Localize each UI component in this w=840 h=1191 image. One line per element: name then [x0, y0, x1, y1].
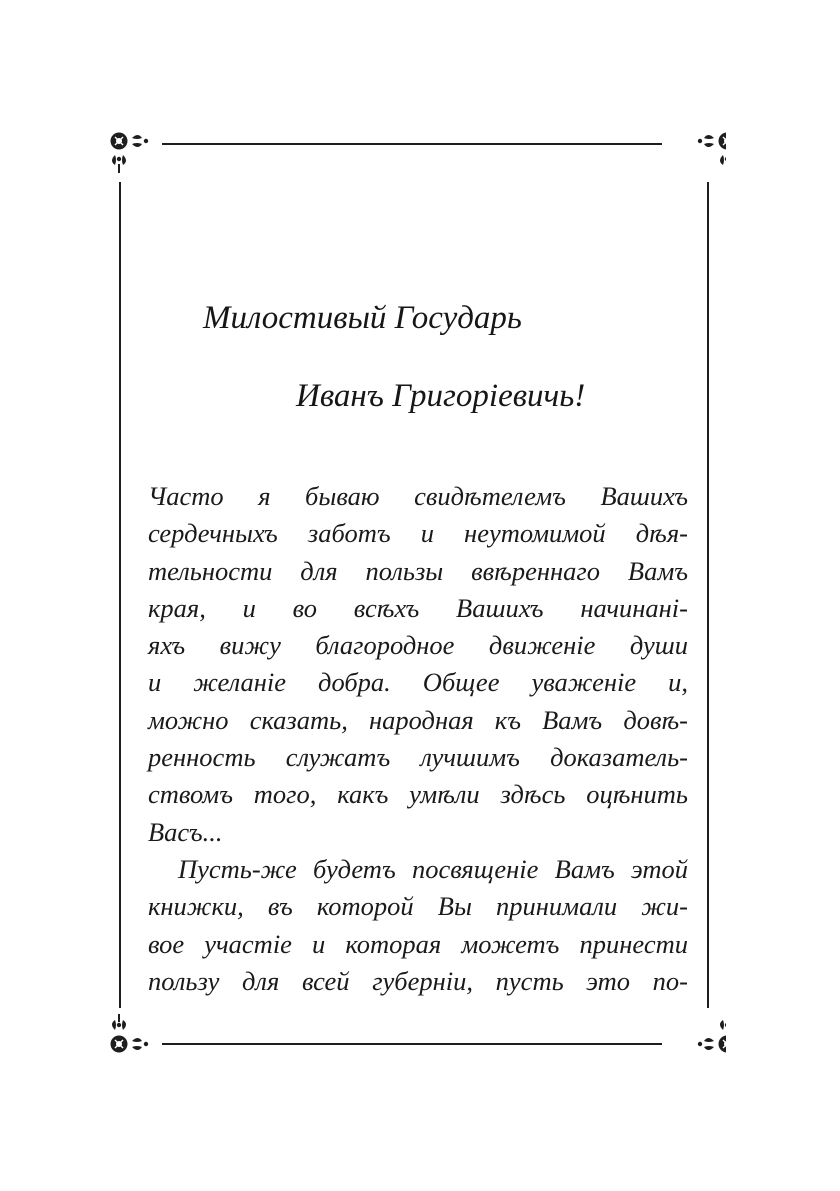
- salutation-title: Милостивый Государь: [203, 300, 522, 336]
- salutation-name: Иванъ Григоріевичь!: [296, 378, 586, 414]
- text-line: пользу для всей губерніи, пусть это по-: [148, 965, 688, 996]
- text-line: и желаніе добра. Общее уваженіе и,: [148, 667, 688, 698]
- text-line: сердечныхъ заботъ и неутомимой дѣя-: [148, 518, 688, 549]
- text-line: ствомъ того, какъ умѣли здѣсь оцѣнить: [148, 779, 688, 810]
- text-line: яхъ вижу благородное движеніе души: [148, 630, 688, 661]
- corner-ornament-top-left: [106, 128, 176, 188]
- text-line: книжки, въ которой Вы принимали жи-: [148, 891, 688, 922]
- text-line: края, и во всѣхъ Вашихъ начинані-: [148, 592, 688, 623]
- fleuron-icon: [656, 1010, 726, 1070]
- text-line: можно сказать, народная къ Вамъ довѣ-: [148, 704, 688, 735]
- fleuron-icon: [656, 128, 726, 188]
- text-line: Васъ...: [148, 816, 223, 847]
- dedication-text: [148, 478, 688, 1000]
- corner-ornament-bottom-right: [656, 1010, 726, 1070]
- corner-ornament-bottom-left: [106, 1010, 176, 1070]
- text-line: тельности для пользы ввѣреннаго Вамъ: [148, 555, 688, 586]
- frame-left-rule: [119, 182, 121, 1008]
- frame-right-rule: [707, 182, 709, 1008]
- text-line: Пусть-же будетъ посвященіе Вамъ этой: [178, 853, 688, 884]
- frame-bottom-rule: [162, 1043, 662, 1045]
- fleuron-icon: [106, 128, 176, 188]
- text-line: Часто я бываю свидѣтелемъ Вашихъ: [148, 481, 688, 511]
- frame-top-rule: [162, 143, 662, 145]
- corner-ornament-top-right: [656, 128, 726, 188]
- fleuron-icon: [106, 1010, 176, 1070]
- text-line: вое участіе и которая можетъ принести: [148, 928, 688, 959]
- text-line: ренность служатъ лучшимъ доказатель-: [148, 742, 688, 773]
